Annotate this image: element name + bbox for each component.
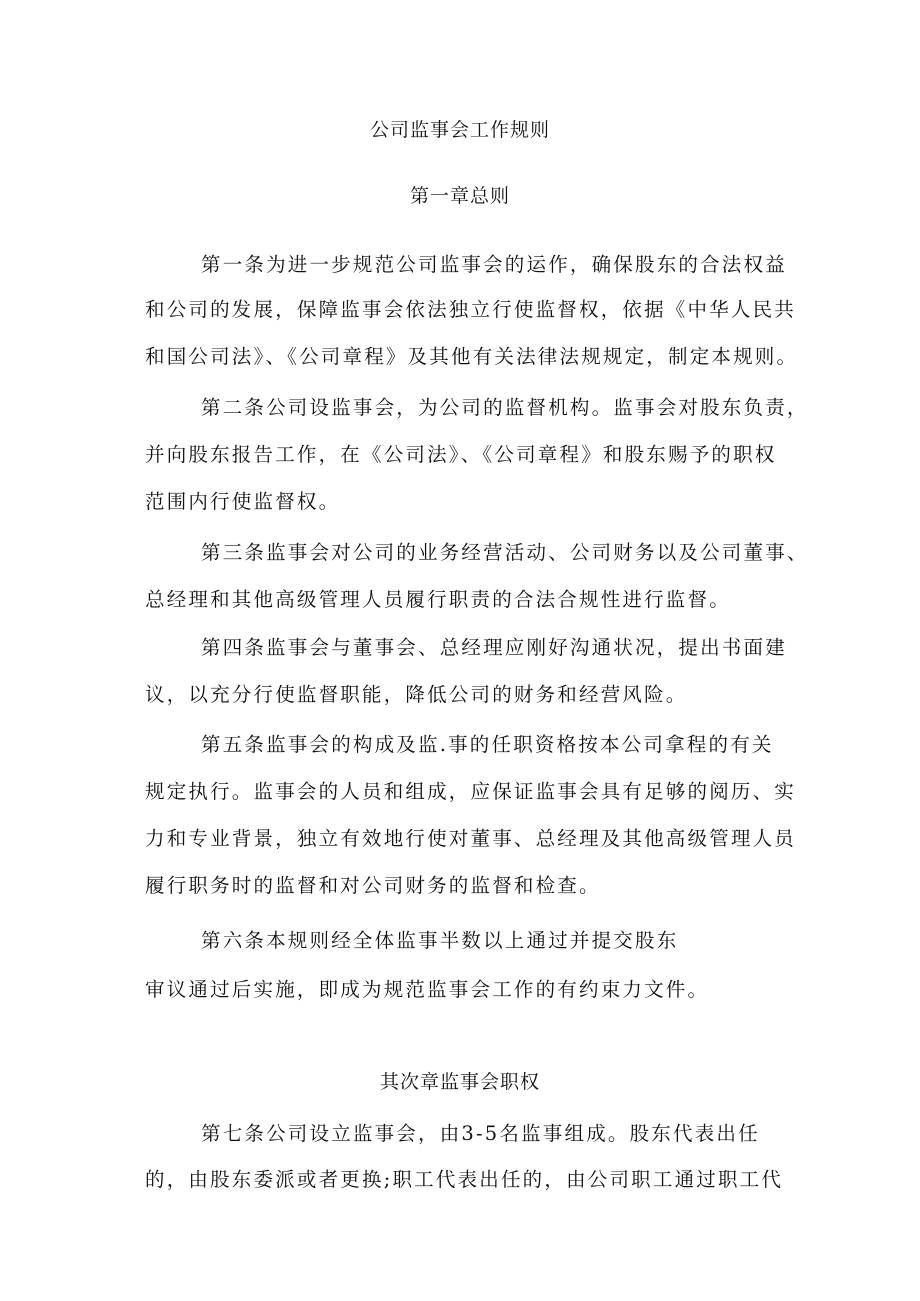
article-4-line-2: 议，以充分行使监督职能，降低公司的财务和经营风险。 <box>145 683 688 706</box>
article-3-line-2: 总经理和其他高级管理人员履行职责的合法合规性进行监督。 <box>145 588 731 611</box>
article-7-line-2: 的，由股东委派或者更换;职工代表出任的，由公司职工通过职工代 <box>145 1168 784 1191</box>
article-2-line-2: 并向股东报告工作，在《公司法》、《公司章程》和股东赐予的职权 <box>145 443 777 466</box>
article-7-line-1: 第七条公司设立监事会，由3-5名监事组成。股东代表出任 <box>201 1122 760 1145</box>
article-1-line-1: 第一条为进一步规范公司监事会的运作，确保股东的合法权益 <box>201 253 787 276</box>
article-6-line-2: 审议通过后实施，即成为规范监事会工作的有约束力文件。 <box>145 978 710 1001</box>
article-5-line-1: 第五条监事会的构成及监.事的任职资格按本公司拿程的有关 <box>201 733 774 756</box>
article-5-line-3: 力和专业背景，独立有效地行使对董事、总经理及其他高级管理人员 <box>145 827 797 850</box>
article-2-line-1: 第二条公司设监事会，为公司的监督机构。监事会对股东负责， <box>201 396 809 419</box>
article-3-line-1: 第三条监事会对公司的业务经营活动、公司财务以及公司董事、 <box>201 541 809 564</box>
article-5-line-2: 规定执行。监事会的人员和组成，应保证监事会具有足够的阅历、实 <box>145 780 797 803</box>
chapter-1-heading: 第一章总则 <box>409 185 510 207</box>
article-4-line-1: 第四条监事会与董事会、总经理应刚好沟通状况，提出书面建 <box>201 636 787 659</box>
article-1-line-2: 和公司的发展，保障监事会依法独立行使监督权，依据《中华人民共 <box>145 298 797 321</box>
article-5-line-4: 履行职务时的监督和对公司财务的监督和检查。 <box>145 874 601 897</box>
document-title: 公司监事会工作规则 <box>369 119 550 141</box>
article-2-line-3: 范围内行使监督权。 <box>145 490 341 513</box>
article-1-line-3: 和国公司法》、《公司章程》及其他有关法律法规规定，制定本规则。 <box>145 345 799 368</box>
chapter-2-heading: 其次章监事会职权 <box>379 1071 540 1093</box>
article-6-line-1: 第六条本规则经全体监事半数以上通过并提交股东 <box>201 929 679 952</box>
